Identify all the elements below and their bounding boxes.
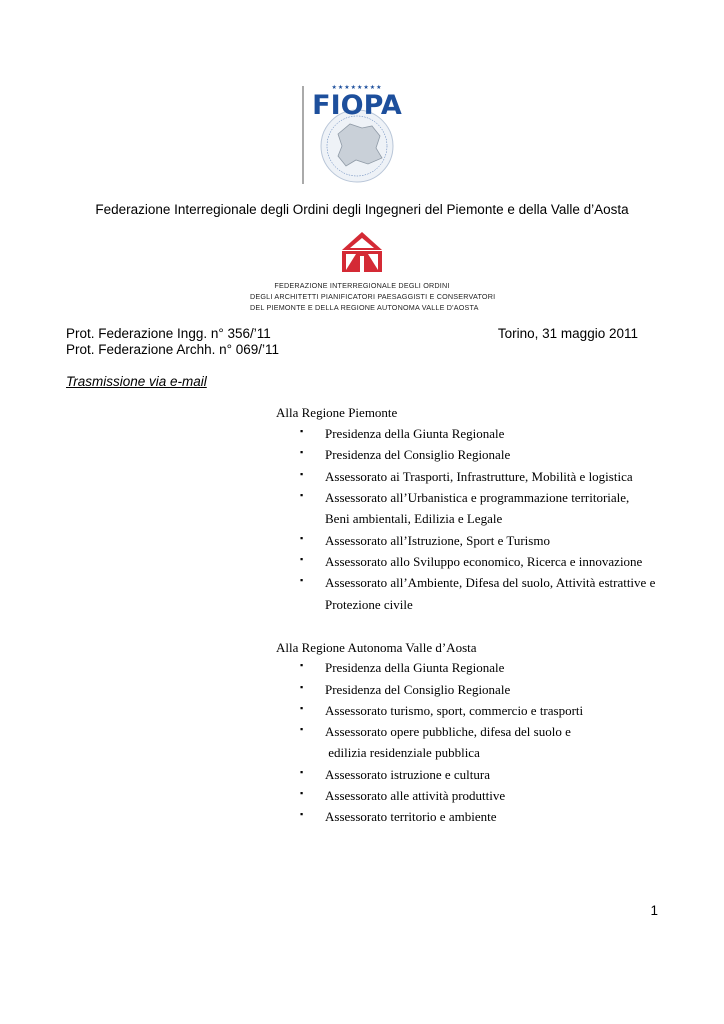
recipient-piemonte-title: Alla Regione Piemonte (276, 405, 398, 420)
valle-aosta-list: ▪ Presidenza della Giunta Regionale ▪ Presidenza del Consiglio Regionale ▪ Assessorato turismo, sport, commercio e trasporti ▪ Assessorato opere pubbliche, difesa del suolo e edilizia residenziale pubblica ▪ Assessorato istruzione e cultura ▪ Assessorato alle attività produttive ▪ Assessorato territorio e ambiente (300, 660, 584, 824)
transmission-note: Trasmissione via e-mail (66, 374, 207, 389)
recipient-valle-aosta-title: Alla Regione Autonoma Valle d’Aosta (276, 640, 477, 655)
protocol-engineers: Prot. Federazione Ingg. n° 356/’11 (66, 326, 271, 341)
page-number: 1 (650, 903, 658, 918)
fiopa-wordmark: FIOPA (312, 90, 402, 121)
fiopa-logo (302, 84, 412, 184)
letter-date: Torino, 31 maggio 2011 (497, 326, 638, 341)
engineers-federation-heading: Federazione Interregionale degli Ordini degli Ingegneri del Piemonte e della Valle d’Aosta (95, 202, 629, 217)
architects-logo-line-1: FEDERAZIONE INTERREGIONALE DEGLI ORDINI (274, 281, 450, 290)
piemonte-list: ▪ Presidenza della Giunta Regionale ▪ Presidenza del Consiglio Regionale ▪ Assessorato ai Trasporti, Infrastrutture, Mobilità e logistica ▪ Assessorato all’Urbanistica e programmazione territoriale, Beni ambientali, Edilizia e Legale ▪ Assessorato all’Istruzione, Sport e Turismo ▪ Assessorato allo Sviluppo economico, Ricerca e innovazione ▪ Assessorato all’Ambiente, Difesa del suolo, Attività estrattive e Protezione civile (300, 426, 656, 612)
fiopa-stars: ★★★★★★★★ (331, 85, 383, 91)
architects-logo-line-3: DEL PIEMONTE E DELLA REGIONE AUTONOMA VALLE D'AOSTA (250, 303, 479, 312)
protocol-architects: Prot. Federazione Archh. n° 069/’11 (66, 342, 280, 357)
architects-federation-logo (250, 230, 496, 316)
list-item-continuation: edilizia residenziale pubblica (325, 745, 480, 760)
architects-logo-line-2: DEGLI ARCHITETTI PIANIFICATORI PAESAGGISTI E CONSERVATORI (250, 292, 496, 301)
list-item-continuation: Protezione civile (325, 597, 413, 612)
list-item-continuation: Beni ambientali, Edilizia e Legale (325, 511, 503, 526)
